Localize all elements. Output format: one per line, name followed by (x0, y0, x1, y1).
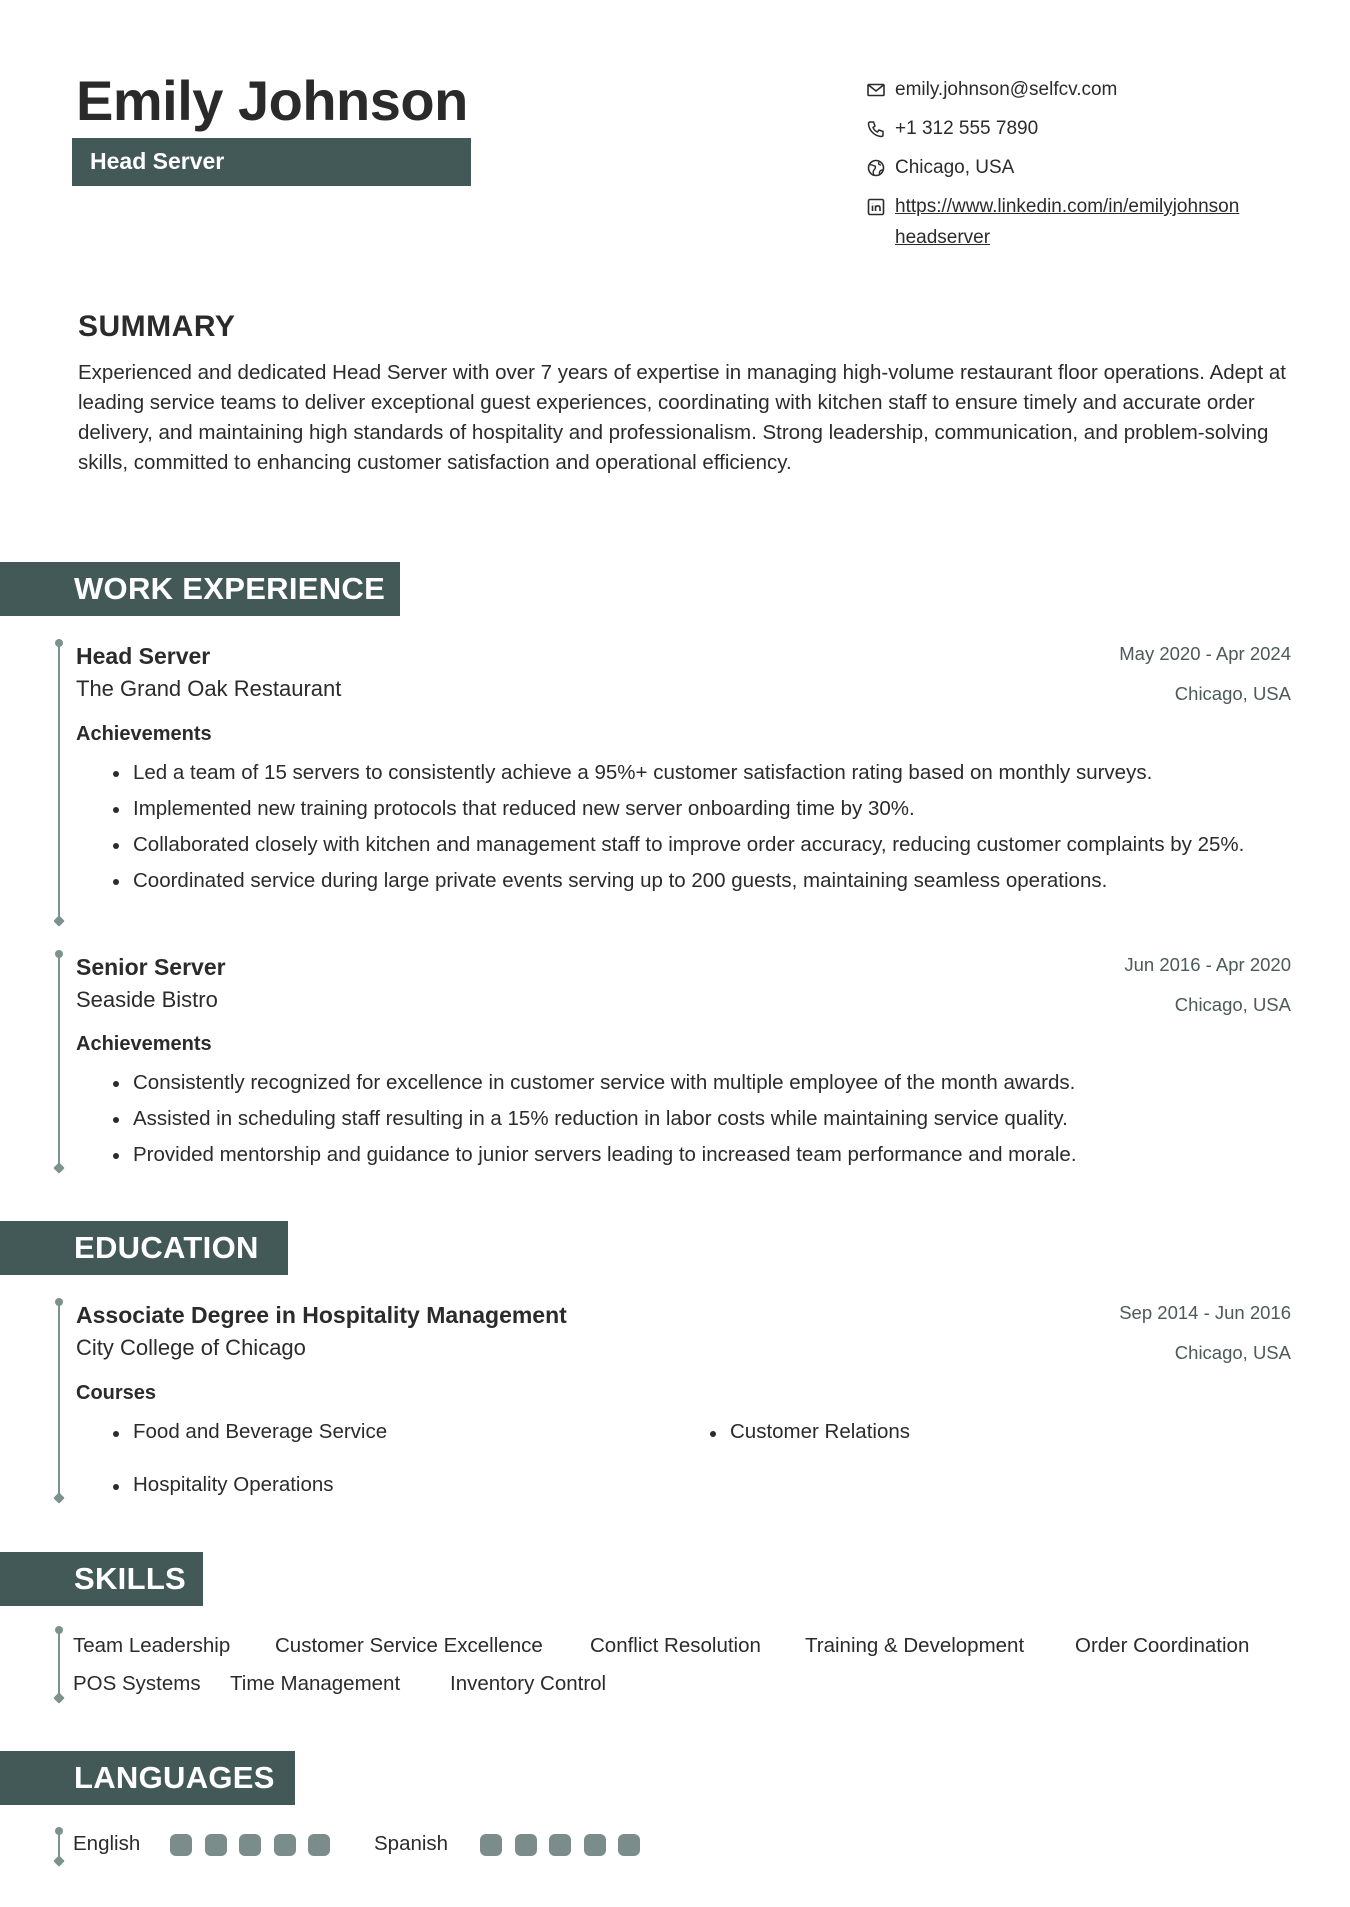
contact-list (866, 78, 1306, 269)
rating-dot (618, 1834, 640, 1856)
rating-dot (480, 1834, 502, 1856)
rating-dot (308, 1834, 330, 1856)
education-heading: EDUCATION (0, 1221, 288, 1275)
job-2-achievements (133, 1068, 1263, 1176)
email-text[interactable]: emily.johnson@selfcv.com (895, 79, 1118, 100)
timeline-line (58, 1302, 60, 1498)
timeline-line (58, 1630, 60, 1698)
job-1-employer: The Grand Oak Restaurant (76, 676, 342, 701)
job-2-employer: Seaside Bistro (76, 987, 218, 1012)
job-1-achievements-label: Achievements (76, 723, 212, 745)
skills-heading: SKILLS (0, 1552, 203, 1606)
phone-text[interactable]: +1 312 555 7890 (895, 118, 1039, 139)
candidate-name: Emily Johnson (76, 69, 468, 132)
job-2-achievements-label: Achievements (76, 1033, 212, 1055)
skill-item: Team Leadership (73, 1634, 231, 1657)
course-item: Customer Relations (730, 1420, 911, 1443)
skill-item: Conflict Resolution (590, 1634, 761, 1657)
rating-dot (274, 1834, 296, 1856)
linkedin-line-2[interactable]: headserver (895, 227, 991, 248)
rating-dot (584, 1834, 606, 1856)
timeline-line (58, 954, 60, 1168)
timeline-line (58, 643, 60, 921)
job-title-banner: Head Server (72, 138, 471, 186)
education-location: Chicago, USA (1174, 1342, 1291, 1363)
globe-icon (866, 158, 886, 178)
work-experience-heading: WORK EXPERIENCE (0, 562, 400, 616)
skill-item: Training & Development (805, 1634, 1025, 1657)
contact-email (866, 78, 1306, 101)
degree-title: Associate Degree in Hospitality Management (76, 1302, 567, 1328)
languages-heading: LANGUAGES (0, 1751, 295, 1805)
timeline-line (58, 1831, 60, 1861)
phone-icon (866, 119, 886, 139)
job-1-achievements (133, 758, 1263, 902)
job-1-title: Head Server (76, 643, 211, 669)
skill-item: Order Coordination (1075, 1634, 1250, 1657)
rating-dot (549, 1834, 571, 1856)
skill-item: Inventory Control (450, 1672, 607, 1695)
contact-linkedin (866, 195, 1306, 253)
school-name: City College of Chicago (76, 1335, 306, 1360)
contact-location (866, 156, 1306, 179)
skill-item: POS Systems (73, 1672, 201, 1695)
job-2-dates: Jun 2016 - Apr 2020 (1124, 954, 1291, 975)
mail-icon (866, 80, 886, 100)
language-spanish: Spanish (374, 1832, 449, 1855)
summary-heading: SUMMARY (78, 310, 236, 343)
list-item: Provided mentorship and guidance to junior servers leading to increased team performance and morale. (133, 1140, 1263, 1170)
job-2-location: Chicago, USA (1174, 994, 1291, 1015)
courses-label: Courses (76, 1382, 157, 1404)
course-item: Food and Beverage Service (133, 1420, 388, 1443)
job-1-location: Chicago, USA (1174, 683, 1291, 704)
rating-dot (239, 1834, 261, 1856)
language-english: English (73, 1832, 141, 1855)
list-item: Collaborated closely with kitchen and management staff to improve order accuracy, reducing customer complaints by 25%. (133, 830, 1263, 860)
rating-dot (515, 1834, 537, 1856)
list-item: Consistently recognized for excellence in customer service with multiple employee of the month awards. (133, 1068, 1263, 1098)
job-2-title: Senior Server (76, 954, 226, 980)
skill-item: Time Management (230, 1672, 401, 1695)
education-dates: Sep 2014 - Jun 2016 (1119, 1302, 1291, 1323)
list-item: Assisted in scheduling staff resulting in a 15% reduction in labor costs while maintaining service quality. (133, 1104, 1263, 1134)
contact-phone (866, 117, 1306, 140)
skill-item: Customer Service Excellence (275, 1634, 543, 1657)
linkedin-icon (866, 197, 886, 217)
linkedin-link[interactable] (895, 191, 1239, 253)
rating-dot (205, 1834, 227, 1856)
list-item: Coordinated service during large private events serving up to 200 guests, maintaining seamless operations. (133, 866, 1263, 896)
rating-dot (170, 1834, 192, 1856)
job-1-dates: May 2020 - Apr 2024 (1119, 643, 1291, 664)
list-item: Implemented new training protocols that reduced new server onboarding time by 30%. (133, 794, 1263, 824)
course-item: Hospitality Operations (133, 1473, 334, 1496)
linkedin-line-1[interactable]: https://www.linkedin.com/in/emilyjohnson (895, 196, 1240, 217)
list-item: Led a team of 15 servers to consistently achieve a 95%+ customer satisfaction rating based on monthly surveys. (133, 758, 1263, 788)
summary-text: Experienced and dedicated Head Server with over 7 years of expertise in managing high-volume restaurant floor operations. Adept at leading service teams to deliver exceptional guest experiences, coordinating with kitchen staff to ensure timely and accurate order delivery, and maintaining high standards of hospitality and professionalism. Strong leadership, communication, and problem-solving skills, committed to enhancing customer satisfaction and operational efficiency. (78, 361, 1286, 474)
location-text: Chicago, USA (895, 157, 1015, 178)
